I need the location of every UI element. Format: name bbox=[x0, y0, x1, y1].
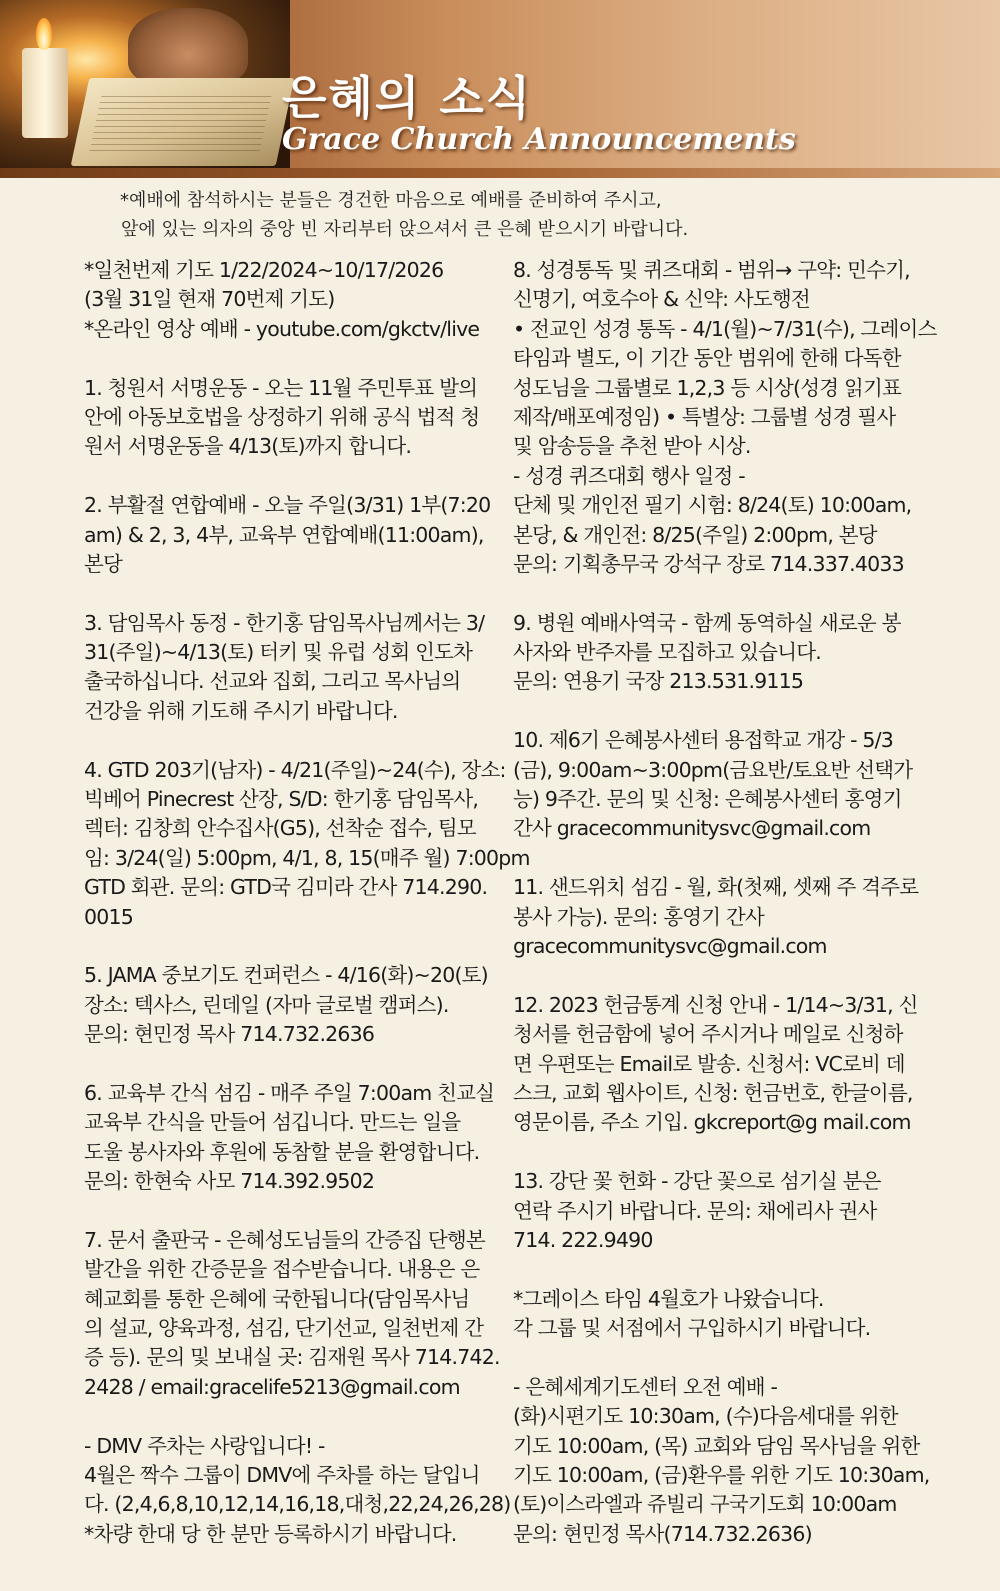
announcement-line: 8. 성경통독 및 퀴즈대회 - 범위→ 구약: 민수기, bbox=[513, 258, 910, 282]
announcement-line: 건강을 위해 기도해 주시기 바랍니다. bbox=[84, 698, 398, 723]
announcement-line: 문의: 연용기 국장 213.531.9115 bbox=[513, 669, 804, 694]
paragraph-spacer bbox=[513, 844, 938, 873]
announcement-line: 교육부 간식을 만들어 섬깁니다. 만드는 일을 bbox=[84, 1110, 461, 1135]
announcement-line: 면 우편또는 Email로 발송. 신청서: VC로비 데 bbox=[513, 1051, 905, 1076]
announcement-line: 1. 청원서 서명운동 - 오는 11월 주민투표 발의 bbox=[84, 375, 478, 400]
paragraph-spacer bbox=[513, 1343, 938, 1372]
announcement-line: 빅베어 Pinecrest 산장, S/D: 한기홍 담임목사, bbox=[84, 787, 479, 812]
announcement-line: 사자와 반주자를 모집하고 있습니다. bbox=[513, 640, 821, 665]
paragraph-spacer bbox=[513, 1138, 938, 1167]
announcement-line: 13. 강단 꽃 헌화 - 강단 꽃으로 섬기실 분은 bbox=[513, 1169, 881, 1194]
announcement-line: 본당, & 개인전: 8/25(주일) 2:00pm, 본당 bbox=[513, 522, 877, 547]
announcements-right-column bbox=[513, 256, 938, 1549]
page-title-korean: 은혜의 소식 bbox=[282, 71, 533, 125]
announcement-line: 임: 3/24(일) 5:00pm, 4/1, 8, 15(매주 월) 7:00pm bbox=[84, 845, 530, 870]
announcement-line: 12. 2023 헌금통계 신청 안내 - 1/14~3/31, 신 bbox=[513, 992, 918, 1017]
announcement-line: - 성경 퀴즈대회 행사 일정 - bbox=[513, 463, 745, 488]
paragraph-spacer bbox=[84, 462, 504, 491]
announcement-line: 단체 및 개인전 필기 시험: 8/24(토) 10:00am, bbox=[513, 493, 912, 518]
announcement-line: 각 그룹 및 서점에서 구입하시기 바랍니다. bbox=[513, 1316, 871, 1341]
header-divider bbox=[0, 168, 1000, 178]
announcement-line: 렉터: 김창희 안수집사(G5), 선착순 접수, 팀모 bbox=[84, 816, 476, 841]
announcement-line: 3. 담임목사 동정 - 한기홍 담임목사님께서는 3/ bbox=[84, 610, 485, 635]
announcement-line: 도울 봉사자와 후원에 동참할 분을 환영합니다. bbox=[84, 1139, 480, 1164]
announcement-line: 5. JAMA 중보기도 컨퍼런스 - 4/16(화)~20(토) bbox=[84, 963, 488, 988]
announcement-line: 7. 문서 출판국 - 은혜성도님들의 간증집 단행본 bbox=[84, 1227, 485, 1252]
announcement-line: 2. 부활절 연합예배 - 오늘 주일(3/31) 1부(7:20 bbox=[84, 493, 491, 518]
paragraph-spacer bbox=[84, 1050, 504, 1079]
announcements-left-column bbox=[84, 256, 530, 1549]
announcement-line: 원서 서명운동을 4/13(토)까지 합니다. bbox=[84, 434, 412, 459]
announcement-line: 문의: 한현숙 사모 714.392.9502 bbox=[84, 1169, 375, 1194]
announcement-line: 4월은 짝수 그룹이 DMV에 주차를 하는 달입니 bbox=[84, 1463, 480, 1488]
announcement-line: 문의: 기획총무국 강석구 장로 714.337.4033 bbox=[513, 551, 904, 576]
announcement-line: 11. 샌드위치 섬김 - 월, 화(첫째, 셋째 주 격주로 bbox=[513, 875, 919, 900]
announcement-line: 장소: 텍사스, 린데일 (자마 글로벌 캠퍼스). bbox=[84, 992, 449, 1017]
paragraph-spacer bbox=[84, 726, 504, 755]
announcement-line: 발간을 위한 간증문을 접수받습니다. 내용은 은 bbox=[84, 1257, 480, 1282]
announcement-line: *일천번제 기도 1/22/2024~10/17/2026 bbox=[84, 258, 444, 282]
announcement-line: 문의: 현민정 목사 714.732.2636 bbox=[84, 1022, 375, 1047]
announcement-line: 문의: 현민정 목사(714.732.2636) bbox=[513, 1521, 812, 1546]
announcement-line: 4. GTD 203기(남자) - 4/21(주일)~24(수), 장소: bbox=[84, 757, 506, 782]
announcement-line: 제작/배포예정임) • 특별상: 그룹별 성경 필사 bbox=[513, 404, 896, 429]
announcement-line: 타임과 별도, 이 기간 동안 범위에 한해 다독한 bbox=[513, 346, 901, 371]
announcement-line: 714. 222.9490 bbox=[513, 1227, 653, 1252]
announcement-line: 2428 / email:gracelife5213@gmail.com bbox=[84, 1374, 460, 1399]
announcement-line: 연락 주시기 바랍니다. 문의: 채에리사 권사 bbox=[513, 1198, 877, 1223]
announcement-line: 의 설교, 양육과정, 섬김, 단기선교, 일천번제 간 bbox=[84, 1316, 484, 1341]
paragraph-spacer bbox=[84, 932, 504, 961]
paragraph-spacer bbox=[513, 579, 938, 608]
announcement-line: (금), 9:00am~3:00pm(금요반/토요반 선택가 bbox=[513, 757, 913, 782]
announcement-line: (토)이스라엘과 쥬빌리 구국기도회 10:00am bbox=[513, 1492, 897, 1517]
announcement-line: 봉사 가능). 문의: 홍영기 간사 bbox=[513, 904, 764, 929]
announcement-line: 9. 병원 예배사역국 - 함께 동역하실 새로운 봉 bbox=[513, 610, 901, 635]
paragraph-spacer bbox=[513, 1255, 938, 1284]
announcement-line: GTD 회관. 문의: GTD국 김미라 간사 714.290. bbox=[84, 875, 488, 900]
announcement-line: *온라인 영상 예배 - youtube.com/gkctv/live bbox=[84, 316, 480, 341]
announcement-line: 스크, 교회 웹사이트, 신청: 헌금번호, 한글이름, bbox=[513, 1080, 913, 1105]
announcement-line: 증 등). 문의 및 보내실 곳: 김재원 목사 714.742. bbox=[84, 1345, 500, 1370]
announcement-line: 신명기, 여호수아 & 신약: 사도행전 bbox=[513, 287, 810, 312]
announcement-line: - DMV 주차는 사랑입니다! - bbox=[84, 1433, 325, 1458]
candle-image bbox=[22, 48, 68, 138]
announcement-line: 안에 아동보호법을 상정하기 위해 공식 법적 청 bbox=[84, 404, 480, 429]
announcement-line: 및 암송등을 추천 받아 시상. bbox=[513, 434, 751, 459]
paragraph-spacer bbox=[84, 1197, 504, 1226]
announcement-line: 0015 bbox=[84, 904, 133, 929]
announcement-line: 영문이름, 주소 기입. gkcreport@g mail.com bbox=[513, 1110, 911, 1135]
paragraph-spacer bbox=[84, 1402, 504, 1431]
praying-hands-image bbox=[128, 8, 248, 86]
announcement-line: 능) 9주간. 문의 및 신청: 은혜봉사센터 홍영기 bbox=[513, 787, 902, 812]
bible-text-lines bbox=[89, 96, 272, 156]
announcement-line: *차량 한대 당 한 분만 등록하시기 바랍니다. bbox=[84, 1521, 457, 1546]
announcement-line: 6. 교육부 간식 섬김 - 매주 주일 7:00am 친교실 bbox=[84, 1080, 495, 1105]
header-banner bbox=[0, 0, 1000, 176]
paragraph-spacer bbox=[513, 961, 938, 990]
announcement-line: 간사 gracecommunitysvc@gmail.com bbox=[513, 816, 871, 841]
announcement-line: 기도 10:00am, (목) 교회와 담임 목사님을 위한 bbox=[513, 1433, 920, 1458]
paragraph-spacer bbox=[84, 344, 504, 373]
announcement-line: gracecommunitysvc@gmail.com bbox=[513, 933, 827, 958]
intro-line: *예배에 참석하시는 분들은 경건한 마음으로 예배를 준비하여 주시고, bbox=[120, 190, 662, 211]
intro-line: 앞에 있는 의자의 중앙 빈 자리부터 앉으셔서 큰 은혜 받으시기 바랍니다. bbox=[121, 219, 689, 240]
announcement-line: 출국하십니다. 선교와 집회, 그리고 목사님의 bbox=[84, 669, 461, 694]
announcement-line: *그레이스 타임 4월호가 나왔습니다. bbox=[513, 1286, 824, 1311]
announcement-line: (화)시편기도 10:30am, (수)다음세대를 위한 bbox=[513, 1404, 898, 1429]
candle-flame-icon bbox=[36, 18, 52, 50]
announcement-line: am) & 2, 3, 4부, 교육부 연합예배(11:00am), bbox=[84, 522, 484, 547]
announcement-line: 10. 제6기 은혜봉사센터 용접학교 개강 - 5/3 bbox=[513, 728, 893, 753]
announcement-line: • 전교인 성경 통독 - 4/1(월)~7/31(수), 그레이스 bbox=[513, 316, 937, 341]
paragraph-spacer bbox=[84, 579, 504, 608]
announcement-line: 기도 10:00am, (금)환우를 위한 기도 10:30am, bbox=[513, 1463, 930, 1488]
announcement-line: 31(주일)~4/13(토) 터키 및 유럽 성회 인도차 bbox=[84, 640, 473, 665]
page-title-english: Grace Church Announcements bbox=[282, 122, 796, 157]
announcement-line: (3월 31일 현재 70번제 기도) bbox=[84, 287, 335, 312]
intro-notice bbox=[120, 186, 920, 244]
announcement-line: 혜교회를 통한 은혜에 국한됩니다(담임목사님 bbox=[84, 1286, 470, 1311]
announcement-line: - 은혜세계기도센터 오전 예배 - bbox=[513, 1374, 778, 1399]
header-photo bbox=[0, 0, 290, 170]
announcement-line: 청서를 헌금함에 넣어 주시거나 메일로 신청하 bbox=[513, 1022, 903, 1047]
announcement-line: 본당 bbox=[84, 551, 123, 576]
announcement-line: 성도님을 그룹별로 1,2,3 등 시상(성경 읽기표 bbox=[513, 375, 901, 400]
paragraph-spacer bbox=[513, 697, 938, 726]
announcement-line: 다. (2,4,6,8,10,12,14,16,18,대청,22,24,26,28) bbox=[84, 1492, 511, 1517]
